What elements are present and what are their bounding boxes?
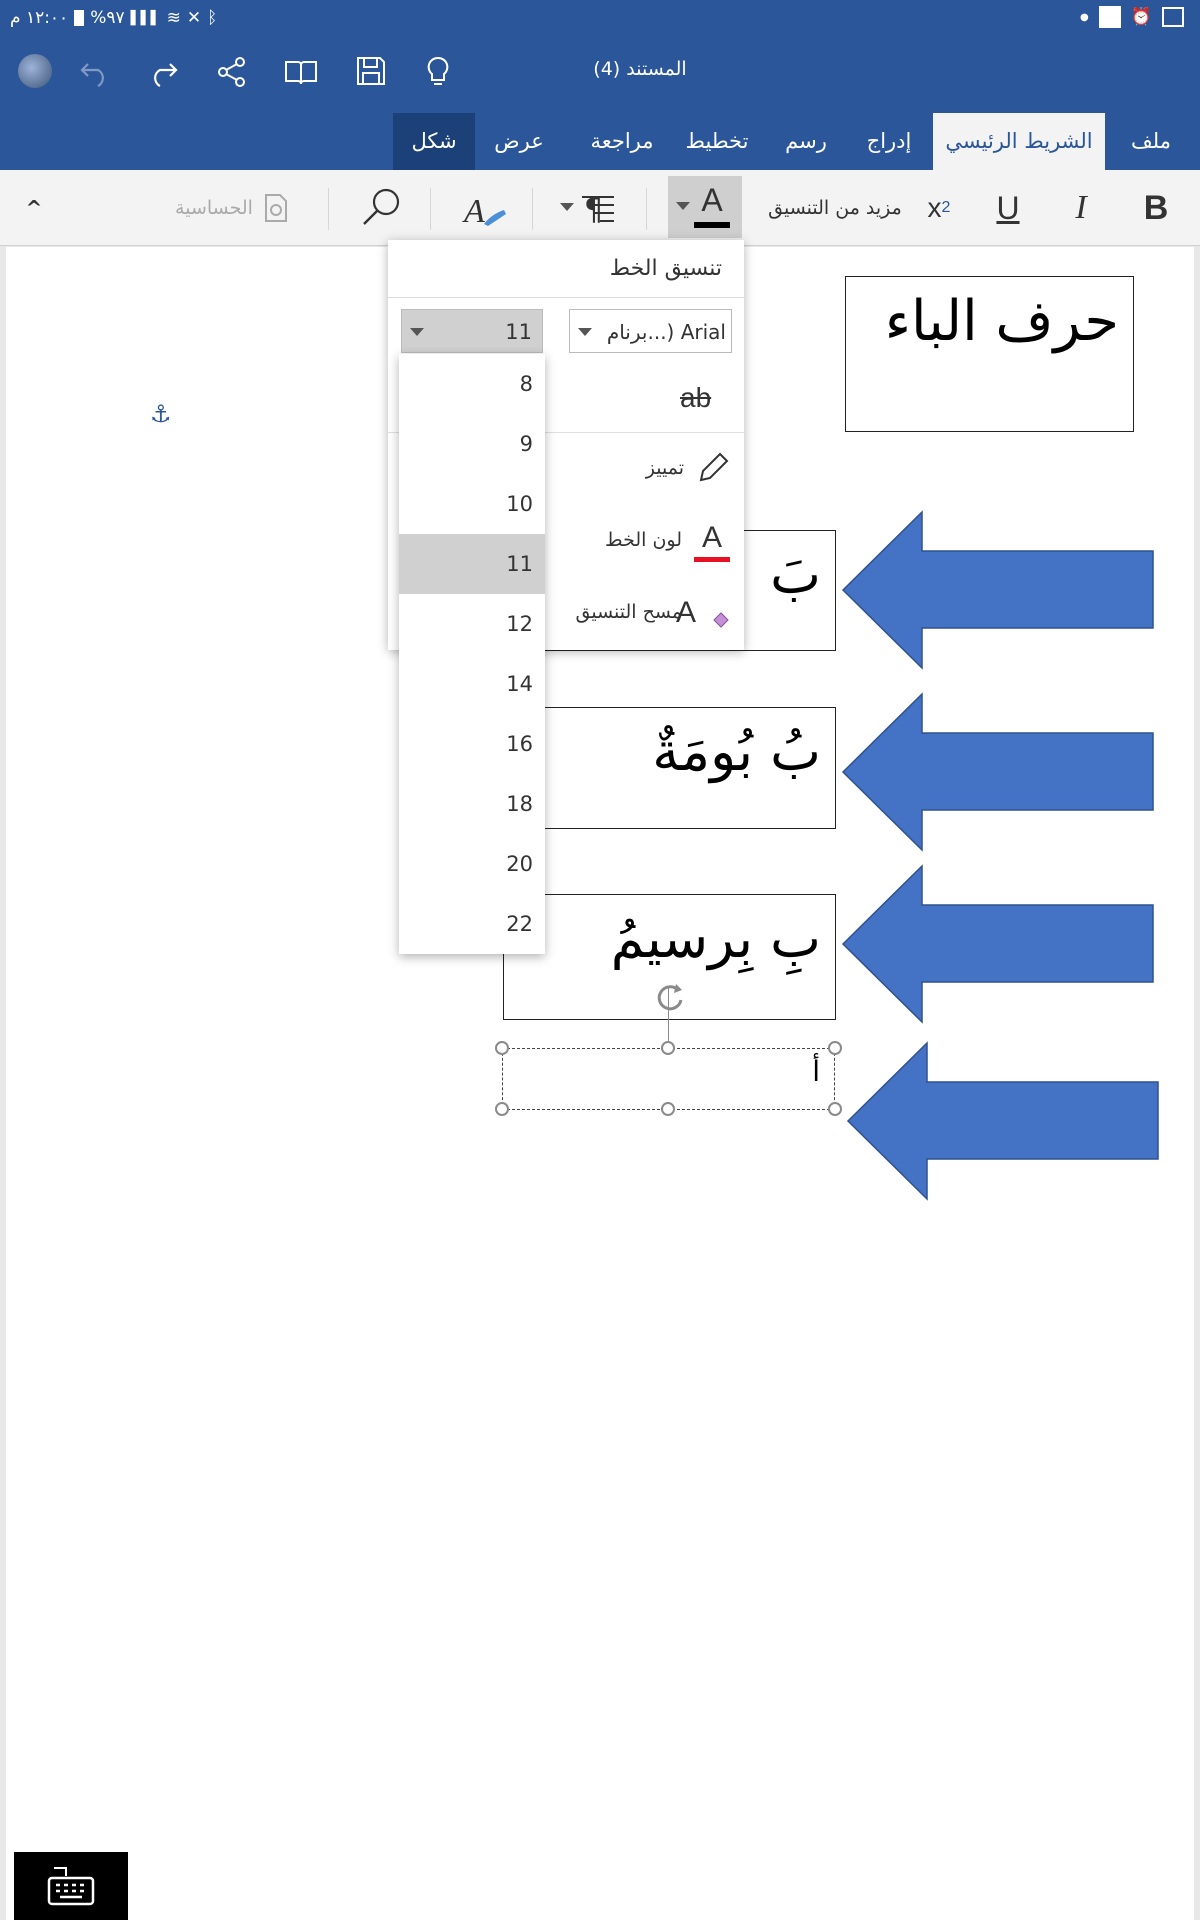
subscript-button[interactable] [914,170,964,246]
left-arrow-shape[interactable] [842,692,1154,852]
textbox-text: أ [812,1055,820,1088]
ribbon-divider [532,188,533,230]
clock: ١٢:٠٠ م [10,8,69,28]
status-bar-left [10,8,217,28]
document-title: المستند (4) [593,58,687,80]
lightbulb-icon[interactable] [426,56,450,90]
gallery-icon [1162,7,1184,27]
tab-shape[interactable]: شكل [393,113,475,170]
resize-handle[interactable] [495,1102,509,1116]
size-option-16[interactable]: 16 [506,732,533,756]
anchor-icon: ⚓ [150,400,172,428]
tab-home[interactable]: الشريط الرئيسي [933,113,1105,170]
font-color-swatch [694,222,730,228]
chevron-down-icon [410,328,424,336]
status-bar-right [1080,6,1184,28]
more-formatting-button[interactable]: مزيد من التنسيق [768,197,902,219]
flipboard-icon [1099,6,1121,28]
font-color-option[interactable] [540,514,730,566]
font-color-label: لون الخط [605,529,682,551]
clear-formatting-button[interactable] [540,588,730,636]
size-option-14[interactable]: 14 [506,672,533,696]
highlight-button[interactable] [540,444,730,492]
strikethrough-button[interactable]: ab [680,382,712,413]
tab-file[interactable]: ملف [1131,129,1171,153]
tab-view[interactable]: عرض [494,129,544,153]
subscript-letter: x [927,192,942,223]
resize-handle[interactable] [828,1102,842,1116]
font-color-button[interactable] [668,176,742,238]
avatar[interactable] [18,54,52,88]
signal-icon: ▌▌▌ [130,10,161,26]
sensitivity-label: الحساسية [175,197,253,219]
italic-button[interactable]: I [1075,189,1087,226]
styles-icon[interactable] [460,186,508,230]
search-icon[interactable] [360,186,404,230]
font-name-value: برنام...) Arial [606,320,726,344]
resize-handle[interactable] [661,1102,675,1116]
tab-layout[interactable]: تخطيط [685,129,749,153]
letter-box-1[interactable]: بَ [503,530,836,651]
save-icon[interactable] [356,56,386,86]
size-option-12[interactable]: 12 [506,612,533,636]
size-option-11[interactable]: 11 [399,534,545,594]
heading-box[interactable]: حرف الباء [845,276,1134,432]
size-option-9[interactable]: 9 [519,432,533,456]
alarm-icon: ⏰ [1130,7,1152,27]
selected-textbox[interactable] [502,1048,835,1110]
size-option-8[interactable]: 8 [519,372,533,396]
size-option-18[interactable]: 18 [506,792,533,816]
svg-text:A: A [464,193,485,230]
resize-handle[interactable] [495,1041,509,1055]
paragraph-format-icon[interactable] [556,188,622,228]
font-name-dropdown[interactable] [569,309,732,353]
redo-icon[interactable] [146,56,180,86]
ribbon-divider [328,188,329,230]
svg-text:A: A [675,596,696,629]
font-size-value: 11 [505,320,532,344]
font-color-glyph: A [694,519,730,562]
size-option-10[interactable]: 10 [506,492,533,516]
resize-handle[interactable] [828,1041,842,1055]
wifi-icon: ≋ [166,8,181,28]
size-option-20[interactable]: 20 [506,852,533,876]
keyboard-button[interactable] [14,1852,128,1920]
left-arrow-shape[interactable] [842,864,1154,1024]
bluetooth-icon: ᛒ [207,8,218,28]
letter-box-2[interactable]: بُ بُومَةٌ [503,707,836,829]
tab-insert[interactable]: إدراج [866,129,912,153]
tab-review[interactable]: مراجعة [590,129,654,153]
highlight-label: تمييز [645,457,684,479]
tab-draw[interactable]: رسم [785,129,827,153]
undo-icon[interactable] [78,56,112,86]
popup-title: تنسيق الخط [388,240,744,298]
highlighter-icon [696,451,730,485]
ribbon-divider [430,188,431,230]
bold-button[interactable]: B [1143,188,1169,227]
clear-formatting-label: مسح التنسيق [575,601,682,623]
share-icon[interactable] [216,56,248,88]
mute-icon: ✕ [186,8,202,28]
read-mode-icon[interactable] [284,58,318,86]
font-color-letter: A [701,182,723,218]
collapse-ribbon-button[interactable]: ^ [25,196,43,220]
battery-level: %٩٧ [90,8,125,28]
underline-button[interactable]: U [996,189,1020,226]
dot-icon: ● [1080,11,1089,23]
sensitivity-button[interactable] [164,170,300,246]
left-arrow-shape[interactable] [842,510,1154,670]
chevron-down-icon [676,202,690,210]
clear-formatting-icon [675,594,730,630]
resize-handle[interactable] [661,1041,675,1055]
chevron-down-icon [578,328,592,336]
rotate-handle-icon[interactable] [652,980,688,1016]
size-option-22[interactable]: 22 [506,912,533,936]
keyboard-icon [46,1866,96,1906]
subscript-digit: 2 [941,199,951,216]
battery-icon [74,10,84,26]
sensitivity-icon [263,193,289,223]
font-size-dropdown[interactable] [401,309,543,353]
svg-text:¶: ¶ [584,193,604,228]
left-arrow-shape[interactable] [847,1041,1159,1201]
ribbon-divider [646,188,647,230]
letter-box-3[interactable]: بِ بِرسيمُ [503,894,836,1020]
